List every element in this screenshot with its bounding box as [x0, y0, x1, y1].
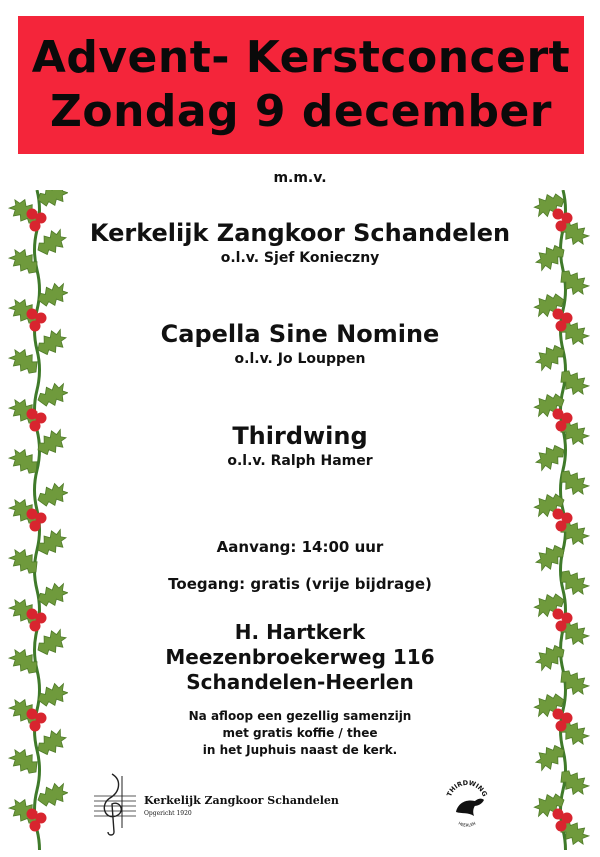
choir-name: Capella Sine Nomine [160, 320, 440, 348]
holly-leaf-icon [555, 765, 591, 799]
afterparty-note [80, 708, 520, 759]
holly-leaf-icon [555, 515, 591, 549]
note-line-2: met gratis koffie / thee [222, 726, 378, 740]
choir-block [80, 422, 520, 469]
svg-text:THIRDWING [445, 779, 489, 798]
holly-berry-icon [30, 421, 41, 432]
choir-block [80, 219, 520, 266]
choir-block [80, 320, 520, 367]
title-banner [18, 16, 584, 154]
venue-block [80, 620, 520, 695]
holly-berry-icon [30, 321, 41, 332]
mmv-label: m.m.v. [273, 170, 327, 186]
holly-berry-icon [556, 521, 567, 532]
holly-berry-icon [556, 821, 567, 832]
choir-logo-name: Kerkelijk Zangkoor Schandelen [144, 794, 339, 807]
holly-berry-icon [30, 521, 41, 532]
thirdwing-wing-icon [444, 776, 490, 832]
holly-berry-icon [556, 221, 567, 232]
holly-berry-icon [30, 621, 41, 632]
holly-leaf-icon [555, 365, 591, 399]
note-line-1: Na afloop een gezellig samenzijn [188, 709, 412, 723]
holly-berry-icon [556, 621, 567, 632]
title-line-1: Advent- Kerstconcert [31, 32, 571, 83]
holly-leaf-icon [35, 480, 68, 511]
venue-name: H. Hartkerk [234, 620, 366, 644]
thirdwing-logo [444, 776, 490, 832]
svg-text:HEERLEN [458, 821, 477, 828]
choir-conductor: o.l.v. Ralph Hamer [227, 453, 373, 469]
holly-garland-right [532, 190, 594, 850]
holly-leaf-icon [555, 665, 591, 699]
holly-garland-left [6, 190, 68, 850]
start-time: Aanvang: 14:00 uur [216, 538, 384, 556]
holly-leaf-icon [555, 265, 591, 299]
holly-berry-icon [30, 721, 41, 732]
holly-berry-icon [30, 221, 41, 232]
choir-conductor: o.l.v. Jo Louppen [234, 351, 366, 367]
entry-info: Toegang: gratis (vrije bijdrage) [168, 575, 432, 593]
holly-berry-icon [30, 821, 41, 832]
venue-city: Schandelen-Heerlen [186, 670, 414, 694]
music-staff-icon [92, 770, 138, 838]
choir-conductor: o.l.v. Sjef Konieczny [220, 250, 380, 266]
holly-berry-icon [556, 321, 567, 332]
holly-leaf-icon [33, 226, 68, 260]
choir-name: Thirdwing [232, 422, 368, 450]
note-line-3: in het Juphuis naast de kerk. [202, 743, 398, 757]
holly-berry-icon [556, 421, 567, 432]
choir-logo-established: Opgericht 1920 [144, 810, 192, 817]
title-line-2: Zondag 9 december [49, 86, 553, 137]
thirdwing-logo-text: THIRDWING [445, 778, 489, 798]
choir-name: Kerkelijk Zangkoor Schandelen [89, 219, 511, 247]
venue-street: Meezenbroekerweg 116 [165, 645, 435, 669]
thirdwing-logo-subtext: HEERLEN [457, 820, 477, 828]
holly-berry-icon [556, 721, 567, 732]
choir-logo [92, 770, 362, 838]
holly-leaf-icon [33, 626, 68, 660]
